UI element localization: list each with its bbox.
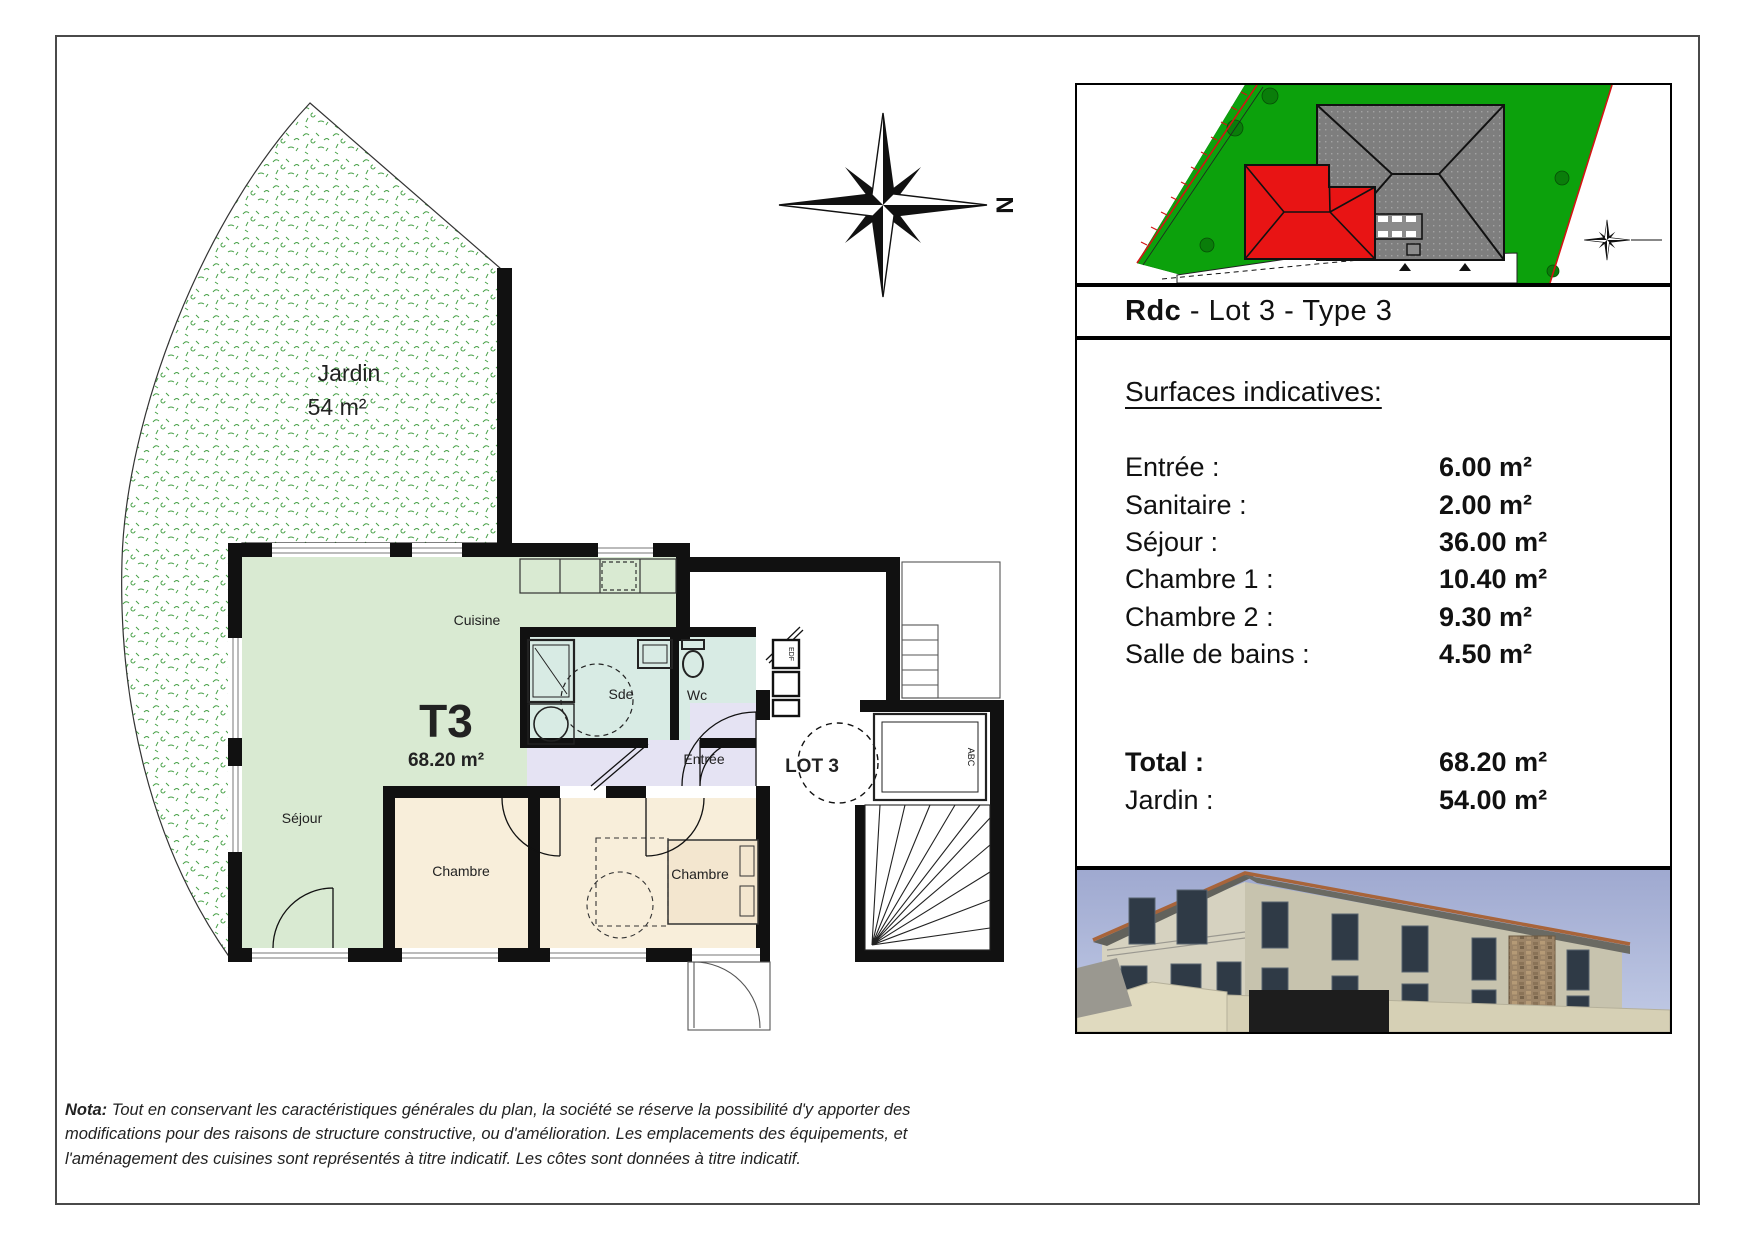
- label-chambre-1: Chambre: [432, 863, 490, 879]
- surface-row-label: Entrée :: [1125, 452, 1220, 482]
- surface-row-value: 4.50 m²: [1439, 639, 1533, 669]
- label-sde: Sde: [608, 686, 634, 702]
- room-entree-right: [690, 703, 756, 740]
- title-bar: [1075, 285, 1672, 338]
- render-opening: [1249, 990, 1389, 1032]
- surfaces-panel: [1075, 338, 1672, 868]
- surface-row-value: 9.30 m²: [1439, 602, 1533, 632]
- site-compass-icon: [1584, 220, 1630, 260]
- compass-rose-icon: [779, 113, 987, 297]
- nota-text: [65, 1098, 963, 1171]
- surface-row-label: Chambre 2 :: [1125, 602, 1274, 632]
- surface-row-value: 36.00 m²: [1439, 527, 1548, 557]
- jardin-total-label: Jardin :: [1125, 785, 1214, 815]
- label-chambre-2: Chambre: [671, 866, 729, 882]
- building-render-box: [1075, 868, 1672, 1034]
- jardin-total-value: 54.00 m²: [1439, 785, 1548, 815]
- surface-row-value: 10.40 m²: [1439, 564, 1548, 594]
- unit-type-label: T3: [419, 695, 473, 747]
- surface-row-label: Chambre 1 :: [1125, 564, 1274, 594]
- nota-body: Tout en conservant les caractéristiques générales du plan, la société se réserve la possibilité d'y apporter des modifications pour des raisons de structure constructive, ou d'amélioration. Les emplacements des équipements, et l'aménagement des cuisines sont représentés à titre indicatif. Les côtes sont données à titre indicatif.: [65, 1101, 911, 1168]
- nota-label: Nota:: [65, 1101, 108, 1119]
- label-sejour: Séjour: [281, 810, 323, 826]
- page-title-floor: Rdc: [1125, 295, 1182, 327]
- bed: [668, 840, 758, 924]
- surface-row-label: Salle de bains :: [1125, 639, 1310, 669]
- total-value: 68.20 m²: [1439, 747, 1548, 777]
- closet-label: EDF: [787, 647, 794, 661]
- jardin-area-value: 54 m²: [307, 394, 367, 420]
- north-label: N: [990, 196, 1018, 214]
- label-entree: Entrée: [683, 751, 725, 767]
- surface-row-label: Séjour :: [1125, 527, 1219, 557]
- surface-row-value: 2.00 m²: [1439, 490, 1533, 520]
- jardin-label: Jardin: [317, 360, 381, 386]
- page-title: [1077, 295, 1392, 328]
- elevator-label: ABC: [966, 747, 976, 767]
- surface-row-value: 6.00 m²: [1439, 452, 1533, 482]
- unit-area-label: 68.20 m²: [407, 750, 485, 771]
- site-plan: [1077, 85, 1670, 283]
- label-cuisine: Cuisine: [453, 612, 501, 628]
- label-wc: Wc: [686, 687, 708, 703]
- surfaces-heading: Surfaces indicatives:: [1125, 376, 1382, 407]
- site-plan-box: [1075, 83, 1672, 285]
- page-title-rest: - Lot 3 - Type 3: [1181, 295, 1393, 327]
- building-render: [1077, 870, 1670, 1032]
- utility-closets: [773, 640, 799, 716]
- surface-row-label: Sanitaire :: [1125, 490, 1247, 520]
- total-label: Total :: [1125, 747, 1204, 777]
- label-lot: LOT 3: [785, 756, 839, 777]
- stairs: [865, 805, 990, 950]
